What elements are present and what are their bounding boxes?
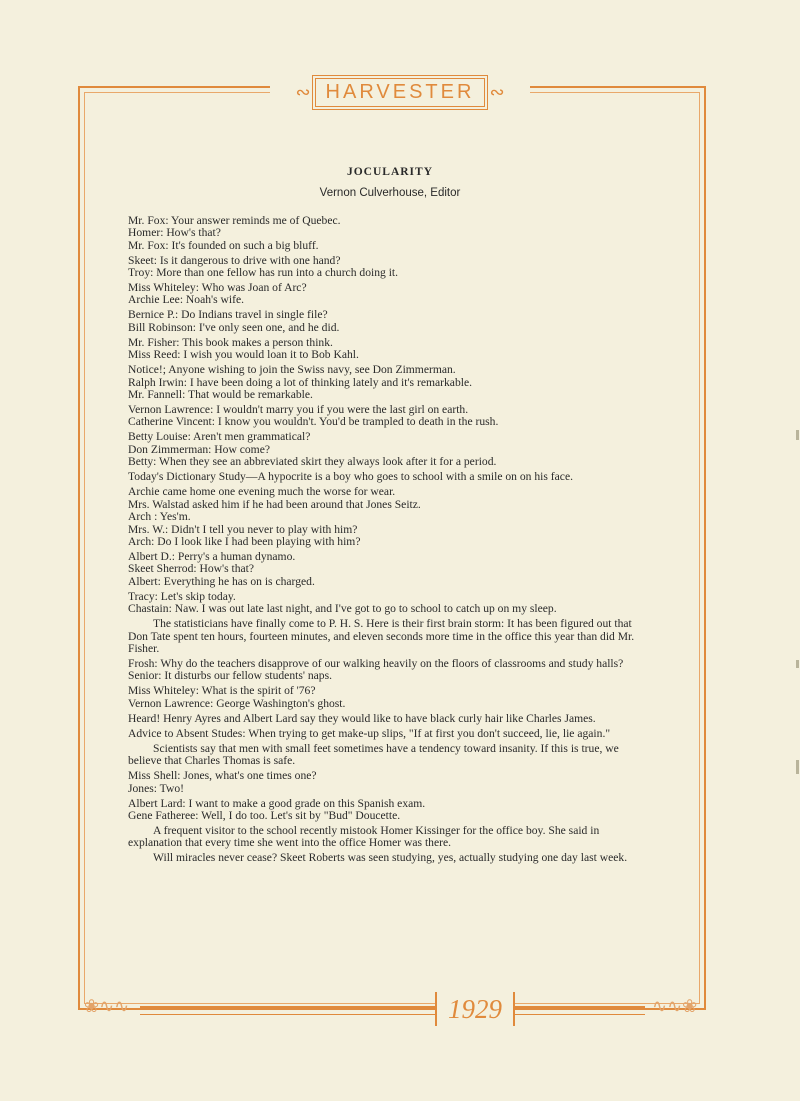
joke-block: [128, 364, 652, 401]
joke-line: Don Zimmerman: How come?: [128, 442, 270, 456]
article: [128, 166, 652, 867]
joke-block: [128, 713, 652, 725]
header-title: HARVESTER: [315, 78, 486, 107]
joke-line: Arch: Do I look like I had been playing with him?: [128, 534, 361, 548]
footer-rule: [140, 1006, 435, 1015]
joke-list: [128, 658, 652, 740]
joke-line: Senior: It disturbs our fellow students' naps.: [128, 669, 332, 683]
joke-line: Vernon Lawrence: I wouldn't marry you if you were the last girl on earth.: [128, 403, 469, 417]
ornament-scroll-icon: ∿∿❀: [652, 996, 698, 1016]
joke-list: [128, 215, 652, 616]
joke-line: Jones: Two!: [128, 781, 184, 795]
paragraph: A frequent visitor to the school recently mistook Homer Kissinger for the office boy. She said in explanation that every time she went into the office Homer was there.: [128, 823, 600, 850]
joke-block: [128, 404, 652, 429]
joke-line: Troy: More than one fellow has run into a church doing it.: [128, 266, 399, 280]
paragraph: Scientists say that men with small feet sometimes have a tendency toward insanity. If this is true, we believe that Charles Thomas is safe.: [128, 741, 619, 768]
edge-mark: [796, 430, 799, 440]
joke-line: Bill Robinson: I've only seen one, and he did.: [128, 320, 340, 334]
paragraph: Will miracles never cease? Skeet Roberts was seen studying, yes, actually studying one day last week.: [153, 851, 628, 865]
joke-line: Heard! Henry Ayres and Albert Lard say they would like to have black curly hair like Charles James.: [128, 711, 596, 725]
joke-line: Advice to Absent Studes: When trying to get make-up slips, "If at first you don't succeed, lie, lie again.": [128, 726, 611, 740]
joke-block: [128, 255, 652, 280]
article-editor: Vernon Culverhouse, Editor: [319, 187, 461, 200]
joke-block: [128, 685, 652, 710]
joke-block: [128, 337, 652, 362]
joke-block: [128, 215, 652, 252]
ornament-scroll-icon: ❀∿∿: [84, 996, 130, 1016]
joke-line: Mr. Fox: Your answer reminds me of Quebec.: [128, 213, 341, 227]
page-footer: [80, 990, 704, 1030]
joke-line: Betty Louise: Aren't men grammatical?: [128, 430, 311, 444]
joke-line: Bernice P.: Do Indians travel in single file?: [128, 308, 328, 322]
joke-line: Miss Reed: I wish you would loan it to Bob Kahl.: [128, 348, 359, 362]
edge-mark: [796, 760, 799, 774]
joke-line: Miss Whiteley: Who was Joan of Arc?: [128, 281, 307, 295]
joke-line: Albert: Everything he has on is charged.: [128, 574, 315, 588]
joke-line: Vernon Lawrence: George Washington's ghost.: [128, 696, 346, 710]
joke-block: [128, 309, 652, 334]
joke-block: [128, 471, 652, 483]
joke-block: [128, 431, 652, 468]
joke-line: Arch : Yes'm.: [128, 510, 191, 524]
joke-block: [128, 770, 652, 795]
joke-line: Mrs. Walstad asked him if he had been around that Jones Seitz.: [128, 497, 421, 511]
joke-line: Mrs. W.: Didn't I tell you never to play with him?: [128, 522, 358, 536]
edge-mark: [796, 660, 799, 668]
ornament-right-icon: ∾: [489, 81, 505, 102]
joke-block: [128, 728, 652, 740]
joke-line: Mr. Fisher: This book makes a person think.: [128, 335, 333, 349]
joke-line: Gene Fatheree: Well, I do too. Let's sit by "Bud" Doucette.: [128, 808, 401, 822]
joke-block: [128, 591, 652, 616]
paragraph: The statisticians have finally come to P. H. S. Here is their first brain storm: It has been figured out that Don Tate spent ten hours, fourteen minutes, and eleven seconds more time in the office this year than did Mr. Fisher.: [128, 617, 635, 655]
ornament-left-icon: ∾: [295, 81, 311, 102]
page-header: [270, 76, 530, 108]
joke-line: Albert D.: Perry's a human dynamo.: [128, 549, 296, 563]
joke-line: Today's Dictionary Study—A hypocrite is a boy who goes to school with a smile on on his face.: [128, 470, 573, 484]
footer-year: 1929: [435, 992, 515, 1026]
joke-line: Skeet: Is it dangerous to drive with one hand?: [128, 253, 341, 267]
joke-line: Mr. Fannell: That would be remarkable.: [128, 388, 313, 402]
joke-block: [128, 658, 652, 683]
joke-line: Betty: When they see an abbreviated skirt they always look after it for a period.: [128, 455, 497, 469]
joke-line: Notice!; Anyone wishing to join the Swiss navy, see Don Zimmerman.: [128, 363, 456, 377]
joke-line: Catherine Vincent: I know you wouldn't. You'd be trampled to death in the rush.: [128, 415, 499, 429]
joke-line: Mr. Fox: It's founded on such a big bluff.: [128, 238, 319, 252]
joke-line: Archie came home one evening much the worse for wear.: [128, 485, 396, 499]
joke-line: Albert Lard: I want to make a good grade on this Spanish exam.: [128, 796, 426, 810]
joke-line: Tracy: Let's skip today.: [128, 589, 236, 603]
joke-line: Ralph Irwin: I have been doing a lot of thinking lately and it's remarkable.: [128, 375, 473, 389]
joke-line: Frosh: Why do the teachers disapprove of our walking heavily on the floors of classrooms and study halls?: [128, 656, 624, 670]
article-title: JOCULARITY: [346, 166, 434, 178]
joke-list: [128, 770, 652, 822]
joke-line: Homer: How's that?: [128, 226, 221, 240]
joke-block: [128, 551, 652, 588]
joke-line: Skeet Sherrod: How's that?: [128, 562, 255, 576]
joke-block: [128, 282, 652, 307]
joke-line: Chastain: Naw. I was out late last night, and I've got to go to school to catch up on my sleep.: [128, 602, 557, 616]
footer-rule: [515, 1006, 645, 1015]
joke-line: Archie Lee: Noah's wife.: [128, 293, 245, 307]
joke-line: Miss Shell: Jones, what's one times one?: [128, 769, 317, 783]
joke-line: Miss Whiteley: What is the spirit of '76?: [128, 684, 316, 698]
joke-block: [128, 798, 652, 823]
joke-block: [128, 486, 652, 548]
